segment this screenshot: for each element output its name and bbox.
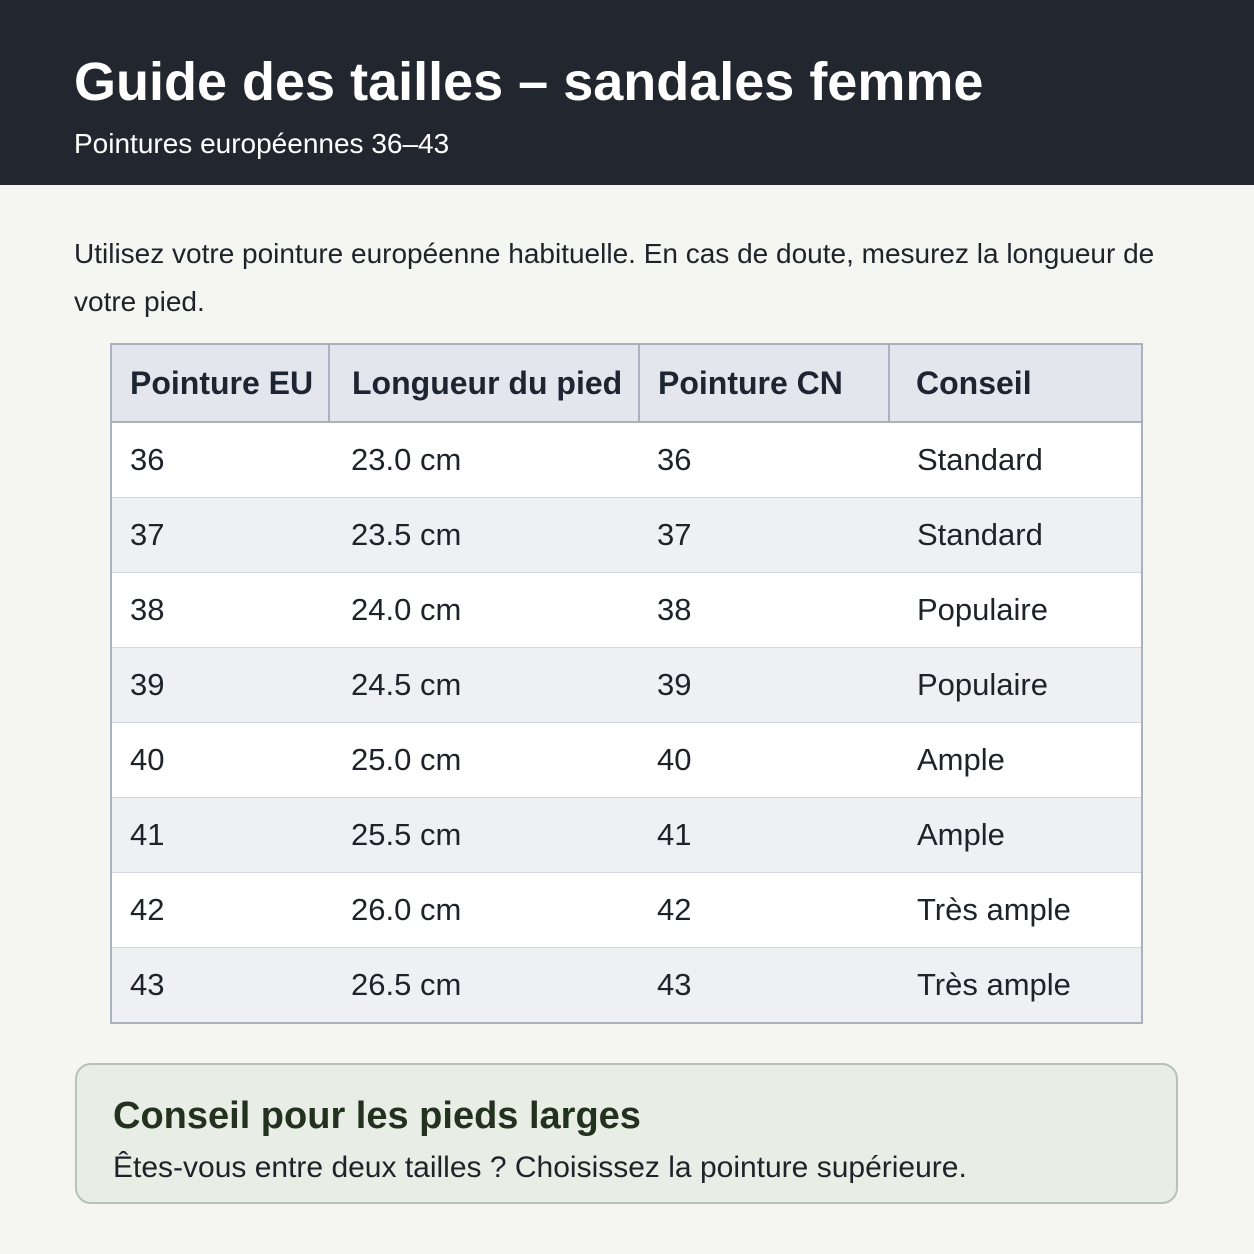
table-row: [111, 573, 1142, 648]
column-header-cn-size: Pointure CN: [639, 344, 889, 422]
cell-cn-size: 41: [639, 798, 889, 873]
table-row: [111, 723, 1142, 798]
cell-advice: Populaire: [889, 648, 1142, 723]
cell-cn-size: 39: [639, 648, 889, 723]
cell-eu-size: 36: [111, 422, 329, 498]
cell-advice: Standard: [889, 422, 1142, 498]
cell-foot-length: 26.0 cm: [329, 873, 639, 948]
page-subtitle: Pointures européennes 36–43: [74, 128, 450, 159]
intro-text: Utilisez votre pointure européenne habituelle. En cas de doute, mesurez la longueur de votre pied.: [74, 238, 1155, 317]
cell-advice: Ample: [889, 723, 1142, 798]
cell-eu-size: 42: [111, 873, 329, 948]
cell-cn-size: 38: [639, 573, 889, 648]
cell-foot-length: 26.5 cm: [329, 948, 639, 1024]
cell-foot-length: 25.5 cm: [329, 798, 639, 873]
table-row: [111, 798, 1142, 873]
table-row: [111, 948, 1142, 1024]
cell-cn-size: 37: [639, 498, 889, 573]
column-header-advice: Conseil: [889, 344, 1142, 422]
wide-feet-tip-box: [75, 1063, 1178, 1204]
tip-text: Êtes-vous entre deux tailles ? Choisissez la pointure supérieure.: [113, 1151, 967, 1184]
size-table: [110, 343, 1143, 1024]
cell-cn-size: 40: [639, 723, 889, 798]
cell-foot-length: 23.5 cm: [329, 498, 639, 573]
cell-cn-size: 43: [639, 948, 889, 1024]
table-row: [111, 873, 1142, 948]
tip-title: Conseil pour les pieds larges: [113, 1095, 641, 1137]
cell-foot-length: 24.0 cm: [329, 573, 639, 648]
cell-advice: Très ample: [889, 948, 1142, 1024]
cell-foot-length: 23.0 cm: [329, 422, 639, 498]
cell-eu-size: 43: [111, 948, 329, 1024]
table-row: [111, 422, 1142, 498]
cell-foot-length: 25.0 cm: [329, 723, 639, 798]
table-header-row: [111, 344, 1142, 422]
column-header-eu-size: Pointure EU: [111, 344, 329, 422]
table-row: [111, 498, 1142, 573]
cell-advice: Ample: [889, 798, 1142, 873]
column-header-foot-length: Longueur du pied: [329, 344, 639, 422]
cell-foot-length: 24.5 cm: [329, 648, 639, 723]
cell-advice: Standard: [889, 498, 1142, 573]
cell-eu-size: 40: [111, 723, 329, 798]
table-row: [111, 648, 1142, 723]
cell-eu-size: 38: [111, 573, 329, 648]
page-title: Guide des tailles – sandales femme: [74, 52, 984, 112]
cell-cn-size: 42: [639, 873, 889, 948]
cell-eu-size: 37: [111, 498, 329, 573]
cell-eu-size: 39: [111, 648, 329, 723]
cell-advice: Populaire: [889, 573, 1142, 648]
cell-eu-size: 41: [111, 798, 329, 873]
cell-advice: Très ample: [889, 873, 1142, 948]
cell-cn-size: 36: [639, 422, 889, 498]
page-header: [0, 0, 1254, 185]
